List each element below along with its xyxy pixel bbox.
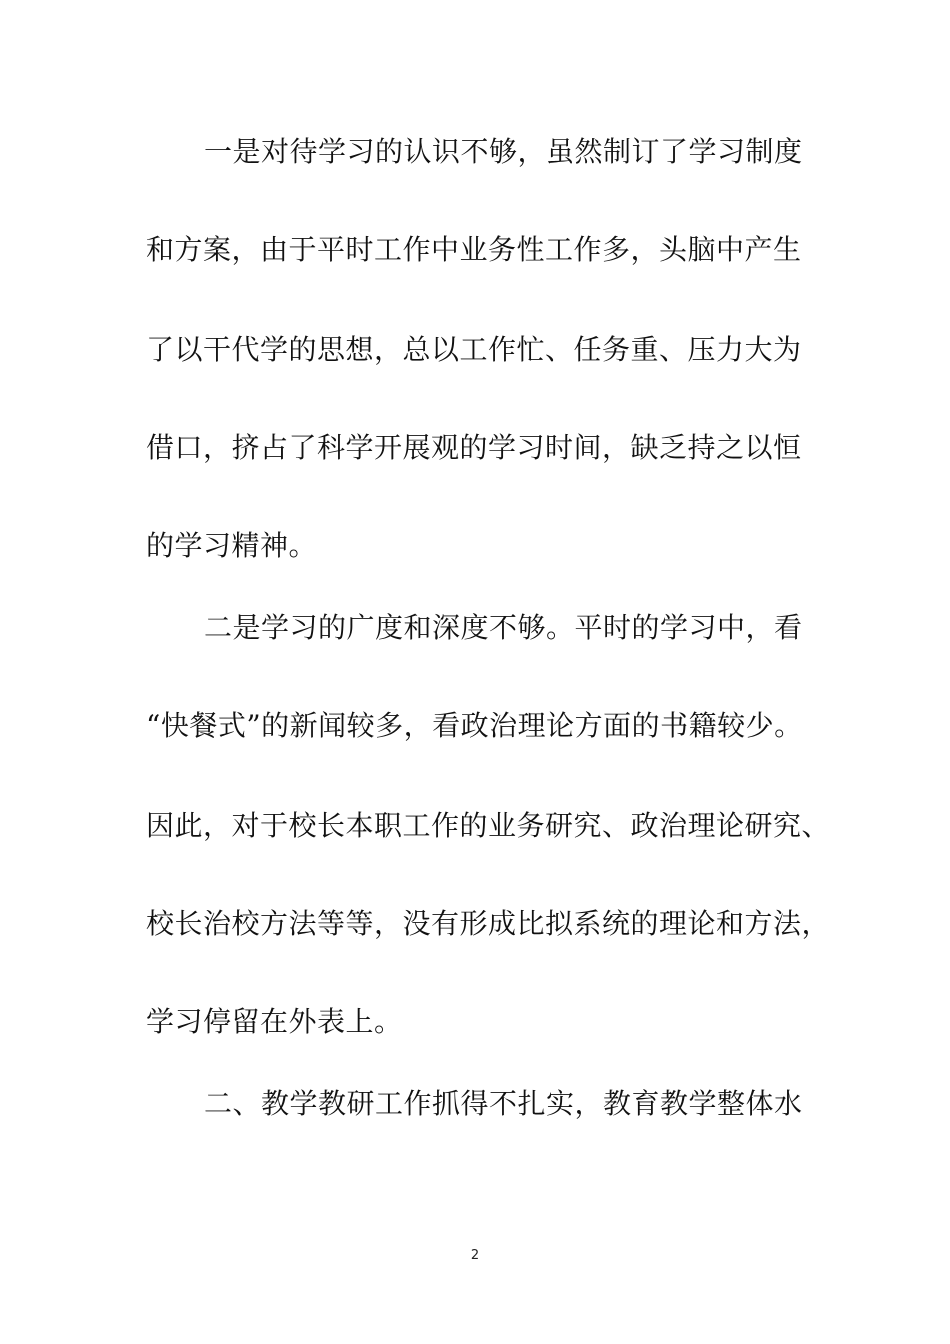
paragraph-line: 借口，挤占了科学开展观的学习时间，缺乏持之以恒: [146, 431, 802, 464]
paragraph-line: 校长治校方法等等，没有形成比拟系统的理论和方法，: [146, 907, 831, 940]
heading-line: 二、教学教研工作抓得不扎实，教育教学整体水: [204, 1087, 803, 1120]
paragraph-line: 二是学习的广度和深度不够。平时的学习中，看: [204, 611, 803, 644]
paragraph-line: 因此，对于校长本职工作的业务研究、政治理论研究、: [146, 809, 831, 842]
paragraph-line: 的学习精神。: [146, 529, 318, 562]
page-number: 2: [470, 1248, 480, 1263]
paragraph-line: 和方案，由于平时工作中业务性工作多，头脑中产生: [146, 233, 802, 266]
paragraph-line: 一是对待学习的认识不够，虽然制订了学习制度: [204, 135, 803, 168]
paragraph-line: “快餐式”的新闻较多，看政治理论方面的书籍较少。: [146, 709, 803, 742]
paragraph-line: 了以干代学的思想，总以工作忙、任务重、压力大为: [146, 333, 802, 366]
paragraph-line: 学习停留在外表上。: [146, 1005, 403, 1038]
